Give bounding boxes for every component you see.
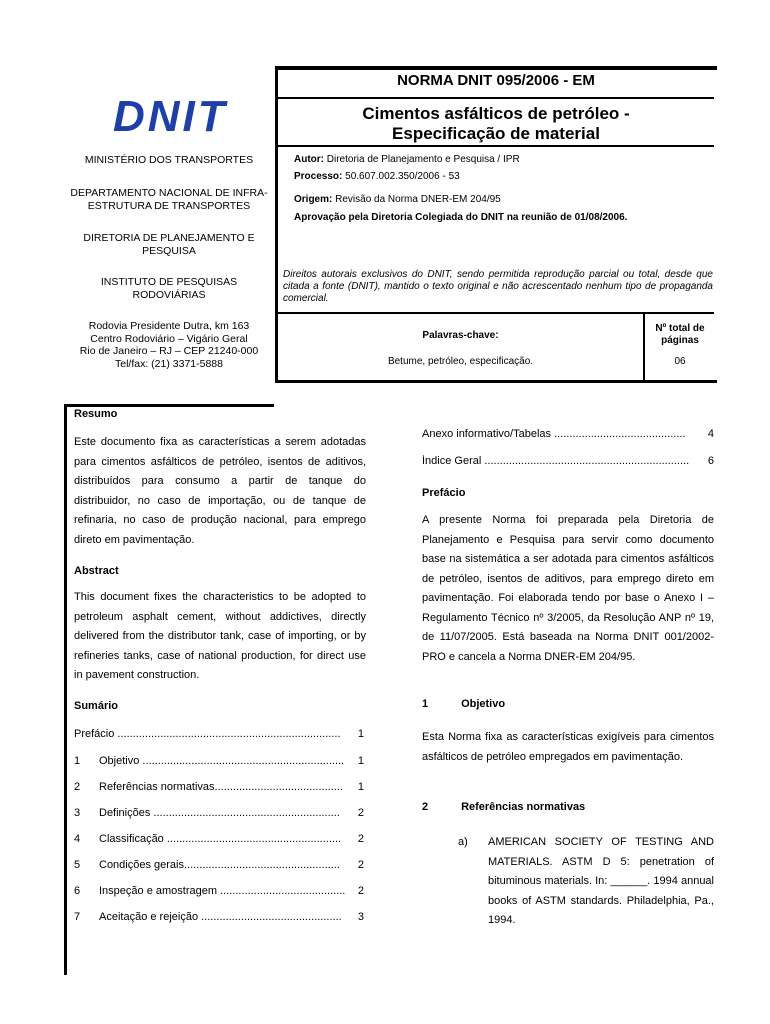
referencias-heading: [422, 801, 585, 813]
objetivo-text: Esta Norma fixa as características exigíveis para cimentos asfálticos de petróleo empregados em pavimentação.: [422, 731, 714, 763]
toc-page: 6: [707, 455, 714, 467]
title-line: Cimentos asfálticos de petróleo -: [362, 104, 630, 123]
author-value: Diretoria de Planejamento e Pesquisa / IPR: [326, 154, 520, 165]
toc-row[interactable]: [74, 833, 364, 845]
objetivo-heading: [422, 698, 505, 710]
toc-page: 2: [357, 807, 364, 819]
process-value: 50.607.002.350/2006 - 53: [345, 171, 460, 182]
section-number: 2: [422, 801, 429, 813]
toc-row[interactable]: [74, 728, 364, 740]
toc-page: 2: [357, 859, 364, 871]
toc-row[interactable]: [74, 885, 364, 897]
department-line: ESTRUTURA DE TRANSPORTES: [87, 199, 251, 212]
resumo-text: Este documento fixa as características a serem adotadas para cimentos asfálticos de petróleo, isentos de aditivos, distribuídos para consumo a partir de tanque do distribuidor, no caso de importação, ou de tanque de refinaria, no caso de produção nacional, para emprego direto em pavimentação.: [74, 436, 366, 546]
process-line: [294, 171, 460, 182]
institute-name: [64, 276, 274, 301]
abstract-heading: Abstract: [74, 565, 119, 577]
toc-label: Objetivo ..................................................................: [99, 755, 345, 767]
toc-row[interactable]: [74, 807, 364, 819]
toc-number: 4: [74, 833, 81, 845]
sumario-heading: Sumário: [74, 700, 119, 712]
approval-line: Aprovação pela Diretoria Colegiada do DNIT na reunião de 01/08/2006.: [294, 212, 628, 223]
keywords-value: Betume, petróleo, especificação.: [387, 356, 534, 367]
title-line: Especificação de material: [392, 124, 600, 144]
section-title: Referências normativas: [461, 801, 586, 813]
abstract-text: This document fixes the characteristics to be adopted to petroleum asphalt cement, without addictives, directly delivered from the distributor tank, case of importing, or by refineries tanks, case of national production, for direct use in pavement construction.: [74, 591, 366, 681]
toc-row[interactable]: [74, 859, 364, 871]
toc-row[interactable]: [74, 755, 364, 767]
copyright-notice: Direitos autorais exclusivos do DNIT, sendo permitida reprodução parcial ou total, desde que citada a fonte (DNIT), mantido o texto original e não acrescentado nenhum tipo de propaganda comercial.: [283, 269, 713, 304]
toc-label: Aceitação e rejeição ..............................................: [99, 911, 342, 923]
toc-number: 5: [74, 859, 81, 871]
toc-row[interactable]: [422, 455, 714, 467]
section-title: Objetivo: [461, 698, 506, 710]
page-count-label: [645, 323, 715, 347]
toc-page: 4: [707, 428, 714, 440]
author-line: [294, 154, 520, 165]
address-line: Rio de Janeiro – RJ – CEP 21240-000: [79, 345, 259, 358]
toc-number: 7: [74, 911, 81, 923]
origin-label: Origem:: [294, 194, 333, 205]
header-divider: [278, 145, 714, 147]
reference-item-text: AMERICAN SOCIETY OF TESTING AND MATERIALS. ASTM D 5: penetration of bituminous materials. In: ______. 1994 annual books of ASTM standards. Philadelphia, Pa., 1994.: [488, 836, 714, 926]
address-line: Centro Rodoviário – Vigário Geral: [90, 332, 248, 345]
body-left-rule: [64, 405, 67, 975]
institute-line: INSTITUTO DE PESQUISAS: [100, 276, 238, 288]
address-block: [64, 320, 274, 370]
reference-item-label: a): [458, 836, 468, 848]
document-title: [278, 104, 714, 145]
toc-page: 2: [357, 833, 364, 845]
toc-label: Classificação .........................................................: [99, 833, 342, 845]
process-label: Processo:: [294, 171, 343, 182]
toc-page: 1: [357, 781, 364, 793]
directorate-line: DIRETORIA DE PLANEJAMENTO E: [83, 232, 255, 244]
institute-line: RODOVIÁRIAS: [132, 288, 206, 301]
author-label: Autor:: [294, 154, 324, 165]
body-top-rule: [64, 404, 274, 407]
department-line: DEPARTAMENTO NACIONAL DE INFRA-: [70, 187, 268, 199]
toc-number: 1: [74, 755, 81, 767]
toc-label: Condições gerais...................................................: [99, 859, 340, 871]
toc-label: Referências normativas..........................................: [99, 781, 343, 793]
origin-line: [294, 194, 501, 205]
toc-label: Definições .............................................................: [99, 807, 340, 819]
toc-page: 3: [357, 911, 364, 923]
directorate-line: PESQUISA: [142, 244, 196, 257]
toc-label: Índice Geral ...................................................................: [422, 455, 690, 467]
toc-row[interactable]: [74, 781, 364, 793]
toc-label: Inspeção e amostragem .........................................: [99, 885, 346, 897]
toc-page: 1: [357, 755, 364, 767]
prefacio-text: A presente Norma foi preparada pela Diretoria de Planejamento e Pesquisa para servir como documento base na sistemática a ser adotada para cimentos asfálticos de petróleo, isentos de aditivos, para emprego direto em pavimentação. Foi elaborada tendo por base o Anexo I – Regulamento Técnico nº 3/2005, da Resolução ANP nº 19, de 11/07/2005. Está baseada na Norma DNIT 001/2002-PRO e cancela a Norma DNER-EM 204/95.: [422, 514, 714, 663]
toc-label: Anexo informativo/Tabelas ...........................................: [422, 428, 686, 440]
section-number: 1: [422, 698, 429, 710]
keywords-label: Palavras-chave:: [422, 330, 499, 341]
toc-number: 2: [74, 781, 81, 793]
prefacio-heading: Prefácio: [422, 487, 466, 499]
toc-number: 3: [74, 807, 81, 819]
header-divider: [278, 97, 714, 99]
page-count-label-line: páginas: [661, 335, 699, 346]
ministry-name: MINISTÉRIO DOS TRANSPORTES: [84, 154, 254, 166]
toc-row[interactable]: [422, 428, 714, 440]
toc-number: 6: [74, 885, 81, 897]
toc-row[interactable]: [74, 911, 364, 923]
address-line: Tel/fax: (21) 3371-5888: [115, 357, 223, 370]
toc-label: Prefácio .........................................................................: [74, 728, 341, 740]
address-line: Rodovia Presidente Dutra, km 163: [88, 320, 250, 332]
toc-page: 1: [357, 728, 364, 740]
department-name: [64, 187, 274, 212]
directorate-name: [64, 232, 274, 257]
resumo-heading: Resumo: [74, 408, 118, 420]
toc-page: 2: [357, 885, 364, 897]
origin-value: Revisão da Norma DNER-EM 204/95: [335, 194, 501, 205]
page-count-label-line: Nº total de: [655, 323, 705, 334]
norma-number: NORMA DNIT 095/2006 - EM: [397, 72, 595, 89]
page-count-value: 06: [674, 356, 686, 367]
dnit-logo: DNIT: [113, 92, 228, 141]
